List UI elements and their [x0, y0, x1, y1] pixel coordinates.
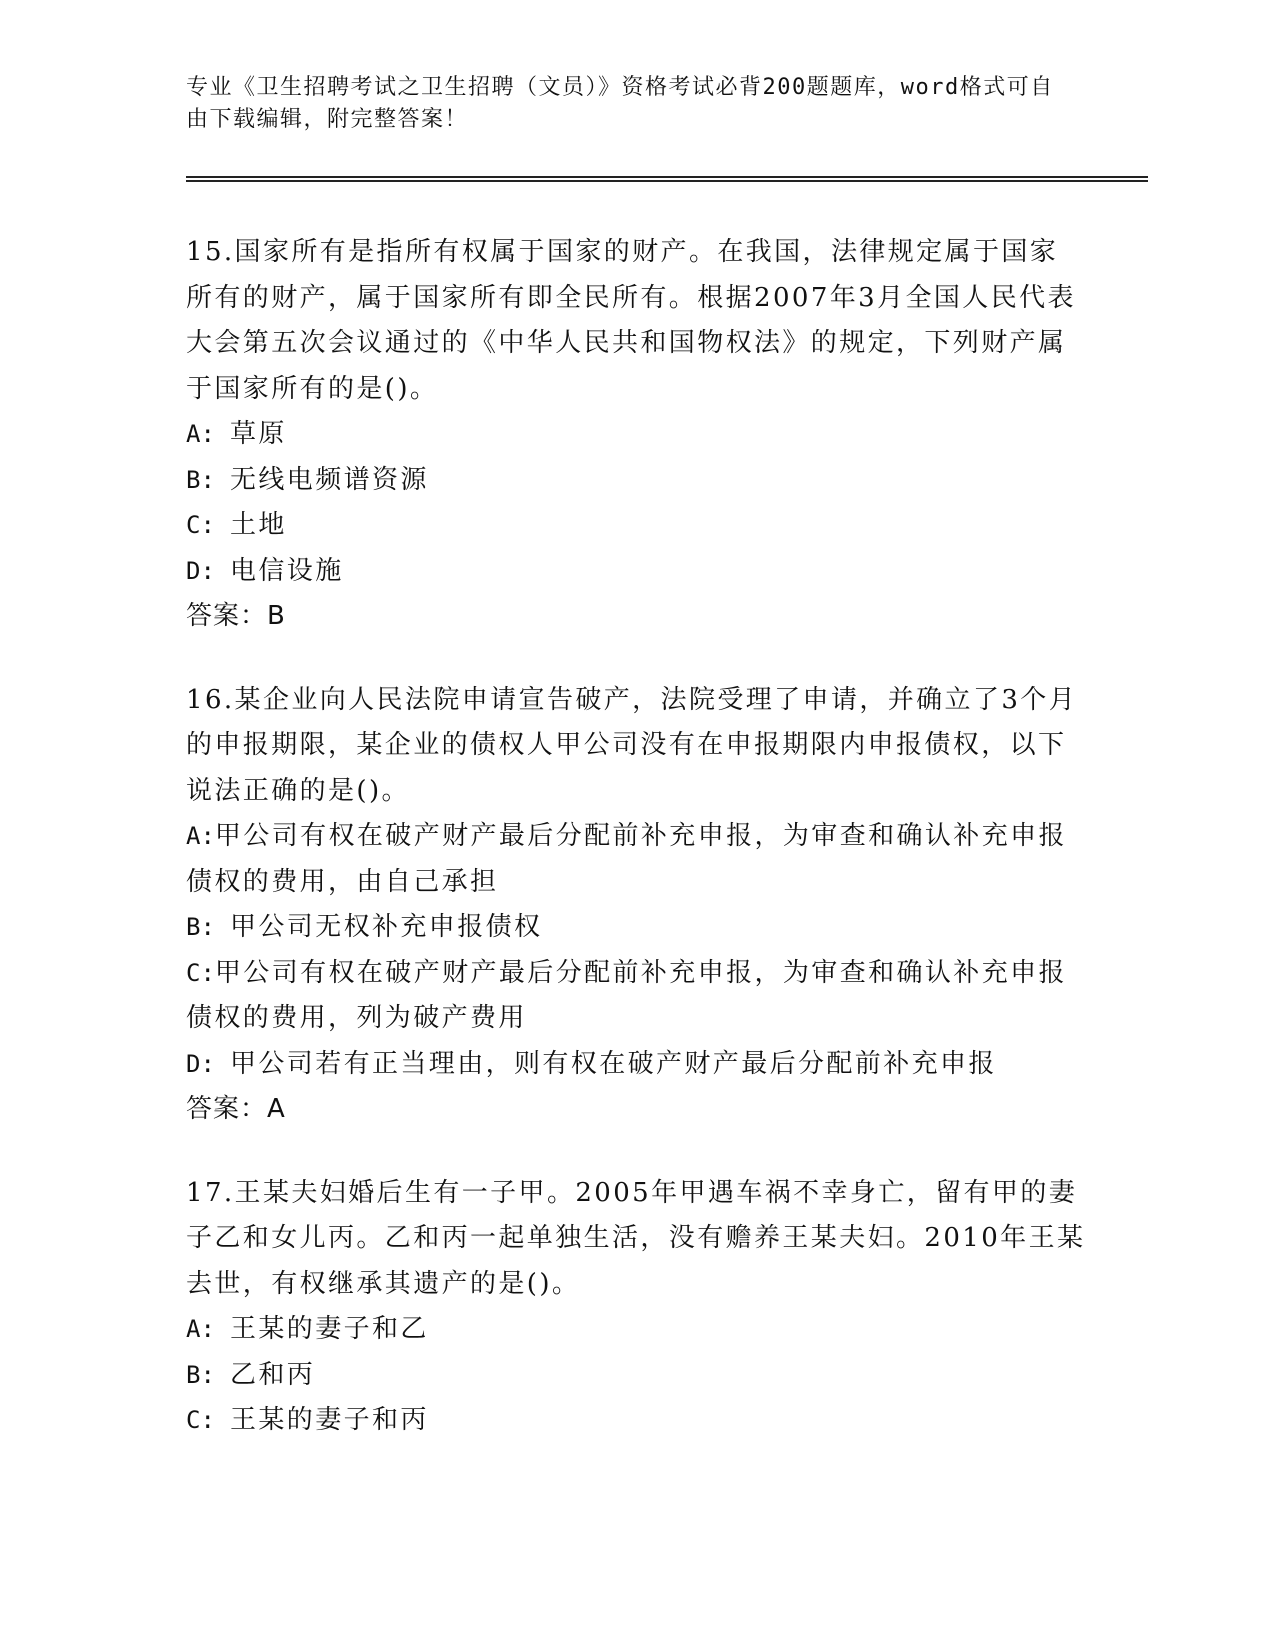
option-text: 电信设施 [230, 555, 344, 586]
option-text: 王某的妻子和乙 [230, 1314, 429, 1344]
option-c [186, 951, 1086, 1042]
option-letter: C: [186, 1406, 215, 1434]
option-a [186, 1307, 1086, 1353]
option-text: 草原 [230, 419, 287, 449]
option-text: 甲公司有权在破产财产最后分配前补充申报，为审查和确认补充申报债权的费用，由自己承担 [186, 821, 1067, 897]
answer-line: 答案：A [186, 1094, 286, 1124]
option-letter: A: [186, 420, 215, 448]
option-text: 甲公司无权补充申报债权 [230, 912, 543, 942]
answer-line: 答案：B [186, 601, 286, 631]
question-item [186, 230, 1086, 640]
option-c [186, 503, 1086, 549]
question-text: 15.国家所有是指所有权属于国家的财产。在我国，法律规定属于国家所有的财产，属于国家所有即全民所有。根据2007年3月全国人民代表大会第五次会议通过的《中华人民共和国物权法》的规定，下列财产属于国家所有的是()。 [186, 237, 1076, 404]
question-list [186, 230, 1086, 1482]
question-text: 16.某企业向人民法院申请宣告破产，法院受理了申请，并确立了3个月的申报期限，某企业的债权人甲公司没有在申报期限内申报债权，以下说法正确的是()。 [186, 684, 1078, 806]
option-a [186, 412, 1086, 458]
option-letter: A: [186, 1315, 215, 1343]
document-header: 专业《卫生招聘考试之卫生招聘（文员）》资格考试必背200题题库，word格式可自由下载编辑，附完整答案！ [186, 75, 1054, 132]
option-b [186, 458, 1086, 504]
option-a [186, 814, 1086, 905]
option-letter: A: [186, 822, 215, 850]
question-item [186, 1171, 1086, 1444]
option-letter: C: [186, 958, 215, 987]
option-d [186, 549, 1086, 595]
option-text: 乙和丙 [230, 1359, 316, 1390]
option-text: 土地 [230, 510, 287, 540]
option-text: 甲公司有权在破产财产最后分配前补充申报，为审查和确认补充申报债权的费用，列为破产费用 [186, 957, 1067, 1033]
option-b [186, 905, 1086, 951]
option-text: 王某的妻子和丙 [230, 1405, 429, 1435]
option-text: 甲公司若有正当理由，则有权在破产财产最后分配前补充申报 [230, 1048, 997, 1079]
option-letter: B: [186, 913, 215, 941]
option-d [186, 1042, 1086, 1088]
option-letter: B: [186, 1360, 215, 1389]
question-text: 17.王某夫妇婚后生有一子甲。2005年甲遇车祸不幸身亡，留有甲的妻子乙和女儿丙。乙和丙一起单独生活，没有赡养王某夫妇。2010年王某去世，有权继承其遗产的是()。 [186, 1177, 1086, 1299]
option-b [186, 1353, 1086, 1399]
option-letter: B: [186, 465, 215, 494]
option-letter: C: [186, 511, 215, 539]
header-divider [186, 176, 1148, 182]
option-c [186, 1398, 1086, 1444]
option-letter: D: [186, 1049, 215, 1078]
question-item [186, 678, 1086, 1133]
option-letter: D: [186, 556, 215, 585]
option-text: 无线电频谱资源 [230, 464, 429, 495]
